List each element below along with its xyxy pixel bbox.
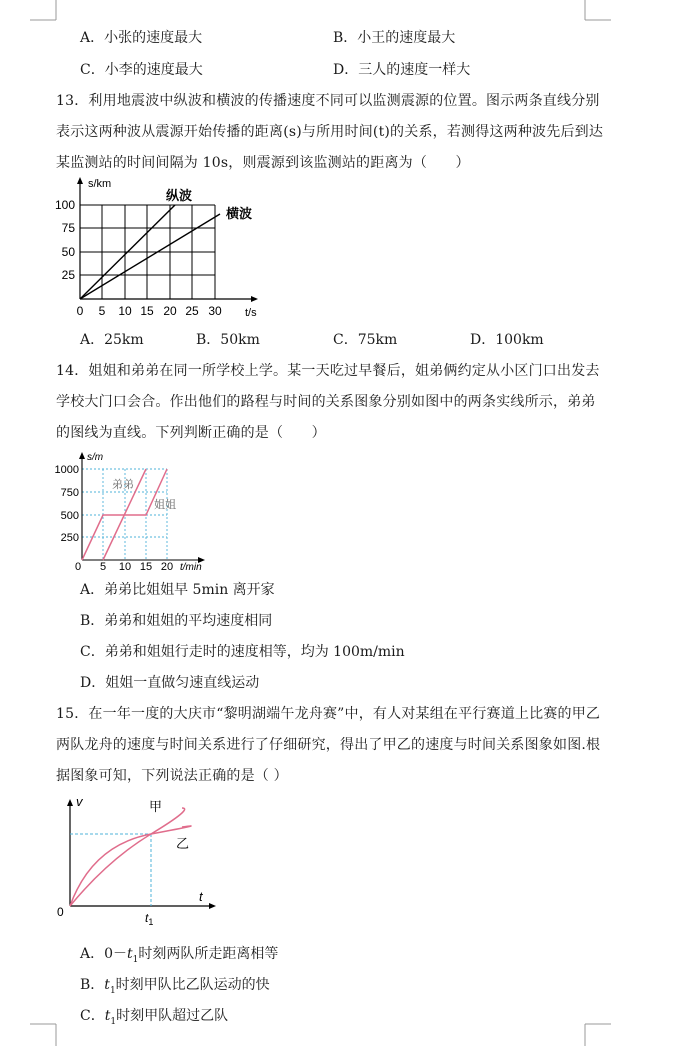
q13-y-label: s/km bbox=[88, 178, 112, 190]
q14-y-ticks bbox=[55, 464, 79, 544]
q13-option-b[interactable]: B．50km bbox=[196, 332, 260, 348]
q15-option-a-sub: 1 bbox=[132, 954, 139, 965]
q13-xtick: 15 bbox=[140, 304, 154, 318]
q13-grid bbox=[80, 205, 215, 299]
q14-ytick: 250 bbox=[60, 532, 79, 544]
q14-y-axis-arrow bbox=[79, 452, 85, 459]
q14-xtick: 0 bbox=[74, 561, 82, 572]
q13-ytick: 75 bbox=[61, 221, 75, 235]
q13-stem-line-3: 某监测站的时间间隔为 10s，则震源到该监测站的距离为（ ） bbox=[56, 155, 470, 171]
q15-option-b-prefix: B． bbox=[80, 977, 105, 993]
q13-xtick: 0 bbox=[76, 304, 84, 318]
q13-stem-line-1: 13．利用地震波中纵波和横波的传播速度不同可以监测震源的位置。图示两条直线分别 bbox=[56, 93, 600, 109]
q15-option-a-prefix: A．0－ bbox=[80, 946, 128, 962]
q14-stem-line-3: 的图线为直线。下列判断正确的是（ ） bbox=[56, 425, 326, 441]
q14-option-b[interactable]: B．弟弟和姐姐的平均速度相同 bbox=[80, 613, 273, 629]
q15-option-b-sub: 1 bbox=[109, 985, 116, 996]
q15-option-c-prefix: C． bbox=[80, 1008, 105, 1024]
corner-mark-top-right bbox=[582, 0, 612, 22]
q15-stem-line-3: 据图象可知，下列说法正确的是（ ） bbox=[56, 768, 288, 784]
q15-option-c-text: 时刻甲队超过乙队 bbox=[116, 1008, 229, 1024]
q15-option-a-text: 时刻两队所走距离相等 bbox=[138, 946, 279, 962]
q13-xtick: 5 bbox=[98, 304, 106, 318]
q15-stem-line-2: 两队龙舟的速度与时间关系进行了仔细研究，得出了甲乙的速度与时间关系图象如图.根 bbox=[56, 737, 601, 753]
q14-xtick: 15 bbox=[139, 561, 153, 572]
q15-series-a-label: 甲 bbox=[149, 799, 163, 814]
q13-xtick: 10 bbox=[118, 304, 132, 318]
q13-option-d[interactable]: D．100km bbox=[470, 332, 544, 348]
q12-option-d[interactable]: D．三人的速度一样大 bbox=[333, 62, 471, 78]
q13-x-label: t/s bbox=[245, 307, 257, 319]
q13-ytick: 25 bbox=[61, 268, 75, 282]
q15-origin-label: 0 bbox=[57, 905, 64, 919]
q14-stem-line-2: 学校大门口会合。作出他们的路程与时间的关系图象分别如图中的两条实线所示，弟弟 bbox=[56, 394, 596, 410]
q15-option-a[interactable] bbox=[80, 943, 278, 965]
q13-x-axis-arrow bbox=[251, 296, 258, 302]
q13-chart bbox=[50, 172, 270, 322]
q15-stem-line-1: 15．在一年一度的大庆市“黎明湖端午龙舟赛”中，有人对某组在平行赛道上比赛的甲乙 bbox=[56, 706, 601, 722]
q14-series-b-label: 姐姐 bbox=[154, 499, 176, 511]
q15-curve-yi bbox=[70, 826, 191, 906]
q13-option-a[interactable]: A．25km bbox=[80, 332, 144, 348]
q14-option-d[interactable]: D．姐姐一直做匀速直线运动 bbox=[80, 675, 260, 691]
q14-xtick: 10 bbox=[118, 561, 132, 572]
q14-ytick: 750 bbox=[60, 487, 79, 499]
q14-xtick: 20 bbox=[160, 561, 174, 572]
q13-x-ticks bbox=[77, 304, 222, 318]
q15-x-axis-arrow bbox=[209, 903, 216, 909]
q13-xtick: 30 bbox=[208, 304, 222, 318]
q14-chart bbox=[50, 448, 220, 572]
q15-curve-jia bbox=[70, 808, 185, 906]
q15-option-c-t: t bbox=[104, 1008, 111, 1024]
q13-series-b-label: 横波 bbox=[226, 206, 253, 221]
q14-series-a-label: 弟弟 bbox=[112, 479, 134, 491]
q14-y-label: s/m bbox=[87, 452, 104, 463]
q15-option-a-t: t bbox=[127, 946, 133, 962]
q14-stem-line-1: 14．姐姐和弟弟在同一所学校上学。某一天吃过早餐后，姐弟俩约定从小区门口出发去 bbox=[56, 363, 600, 379]
q12-option-a[interactable]: A．小张的速度最大 bbox=[80, 30, 203, 46]
q13-y-axis-arrow bbox=[77, 177, 83, 184]
q15-y-axis-arrow bbox=[67, 799, 73, 806]
q13-series-a-label: 纵波 bbox=[166, 188, 193, 203]
q13-option-c[interactable]: C．75km bbox=[333, 332, 398, 348]
q15-option-c[interactable] bbox=[80, 1005, 228, 1027]
q14-x-label: t/min bbox=[180, 562, 202, 572]
q13-y-ticks bbox=[55, 198, 75, 282]
q14-option-c[interactable]: C．弟弟和姐姐行走时的速度相等，均为 100m/min bbox=[80, 644, 405, 660]
q14-option-a[interactable]: A．弟弟比姐姐早 5min 离开家 bbox=[80, 582, 275, 598]
q15-t1-sub: 1 bbox=[148, 917, 154, 927]
q13-xtick: 20 bbox=[163, 304, 177, 318]
q12-option-b[interactable]: B．小王的速度最大 bbox=[333, 30, 456, 46]
q15-chart bbox=[52, 790, 222, 930]
q12-option-c[interactable]: C．小李的速度最大 bbox=[80, 62, 203, 78]
q15-series-b-label: 乙 bbox=[176, 836, 190, 851]
q15-option-b-text: 时刻甲队比乙队运动的快 bbox=[115, 977, 270, 993]
q15-option-b[interactable] bbox=[80, 974, 270, 996]
q13-ytick: 50 bbox=[61, 245, 75, 259]
q13-line-transverse bbox=[80, 214, 220, 299]
q15-x-label: t bbox=[199, 889, 203, 904]
corner-mark-top-left bbox=[30, 0, 60, 22]
q14-xtick: 5 bbox=[99, 561, 107, 572]
q15-t1-main: t bbox=[145, 911, 149, 925]
q15-y-label: v bbox=[76, 794, 83, 809]
q15-option-c-sub: 1 bbox=[110, 1016, 117, 1027]
q13-xtick: 25 bbox=[185, 304, 199, 318]
q15-t1-label bbox=[145, 911, 153, 927]
q13-stem-line-2: 表示这两种波从震源开始传播的距离(s)与所用时间(t)的关系，若测得这两种波先后到达 bbox=[56, 124, 604, 140]
q15-option-b-t: t bbox=[104, 977, 110, 993]
corner-mark-bottom-left bbox=[30, 1022, 60, 1046]
q14-ytick: 1000 bbox=[54, 464, 79, 476]
q14-ytick: 500 bbox=[60, 510, 79, 522]
q14-x-ticks bbox=[75, 561, 173, 572]
corner-mark-bottom-right bbox=[582, 1022, 612, 1046]
q13-ytick: 100 bbox=[54, 198, 75, 212]
